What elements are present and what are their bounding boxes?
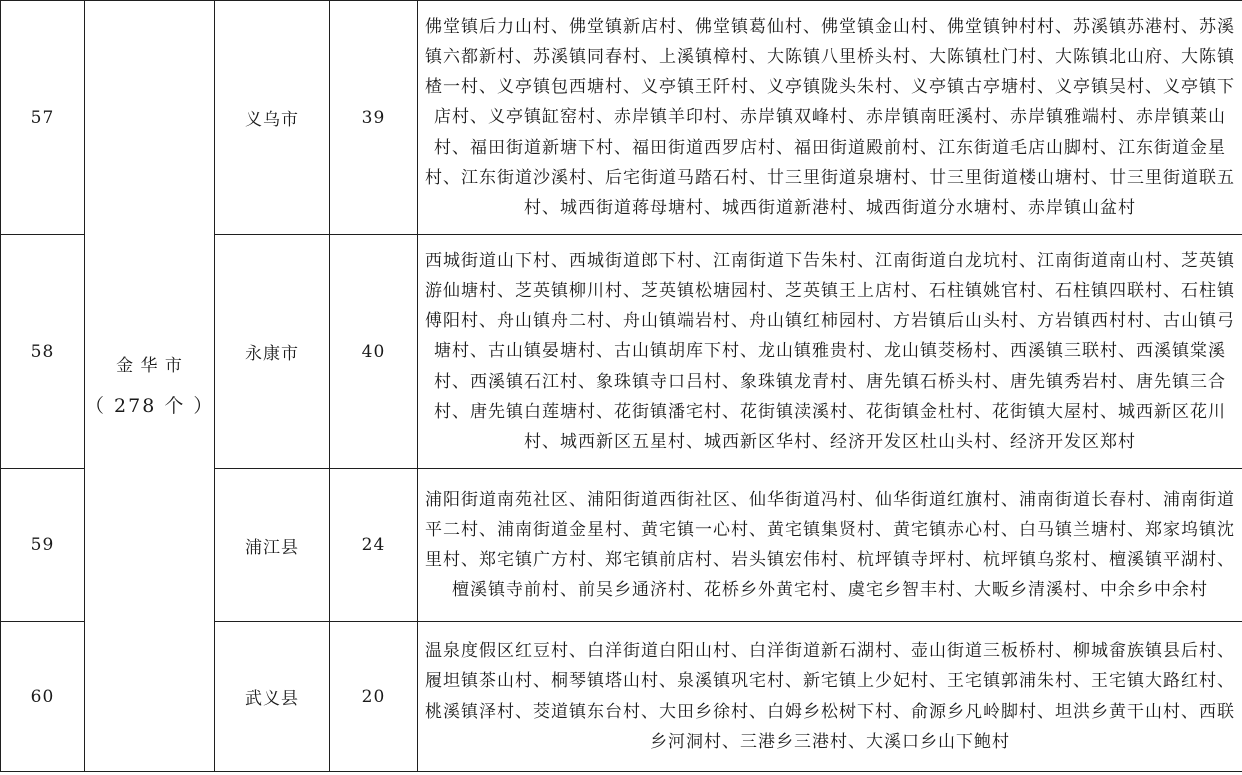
row-index: 60 (1, 622, 85, 772)
county-name: 义乌市 (215, 1, 330, 235)
county-name: 浦江县 (215, 469, 330, 622)
row-index: 59 (1, 469, 85, 622)
village-count: 24 (330, 469, 418, 622)
village-count: 39 (330, 1, 418, 235)
village-list: 佛堂镇后力山村、佛堂镇新店村、佛堂镇葛仙村、佛堂镇金山村、佛堂镇钟村村、苏溪镇苏港村、苏溪镇六都新村、苏溪镇同春村、上溪镇樟村、大陈镇八里桥头村、大陈镇杜门村、大陈镇北山府、大陈镇楂一村、义亭镇包西塘村、义亭镇王阡村、义亭镇陇头朱村、义亭镇古亭塘村、义亭镇吴村、义亭镇下店村、义亭镇缸窑村、赤岸镇羊印村、赤岸镇双峰村、赤岸镇南旺溪村、赤岸镇雅端村、赤岸镇莱山村、福田街道新塘下村、福田街道西罗店村、福田街道殿前村、江东街道毛店山脚村、江东街道金星村、江东街道沙溪村、后宅街道马踏石村、廿三里街道泉塘村、廿三里街道楼山塘村、廿三里街道联五村、城西街道蒋母塘村、城西街道新港村、城西街道分水塘村、赤岸镇山盆村 (418, 1, 1242, 235)
village-count: 20 (330, 622, 418, 772)
city-name: 金 华 市 (116, 356, 183, 376)
table-row (1, 1, 1242, 235)
row-index: 58 (1, 235, 85, 469)
county-name: 武义县 (215, 622, 330, 772)
city-village-count: （ 278 个 ） (85, 395, 215, 417)
village-list: 温泉度假区红豆村、白洋街道白阳山村、白洋街道新石湖村、壶山街道三板桥村、柳城畲族镇县后村、履坦镇茶山村、桐琴镇塔山村、泉溪镇巩宅村、新宅镇上少妃村、王宅镇郭浦朱村、王宅镇大路红村、桃溪镇泽村、茭道镇东台村、大田乡徐村、白姆乡松树下村、俞源乡凡岭脚村、坦洪乡黄干山村、西联乡河洞村、三港乡三港村、大溪口乡山下鲍村 (418, 622, 1242, 772)
city-cell (85, 1, 215, 772)
village-count: 40 (330, 235, 418, 469)
village-list: 浦阳街道南苑社区、浦阳街道西街社区、仙华街道冯村、仙华街道红旗村、浦南街道长春村、浦南街道平二村、浦南街道金星村、黄宅镇一心村、黄宅镇集贤村、黄宅镇赤心村、白马镇兰塘村、郑家坞镇沈里村、郑宅镇广方村、郑宅镇前店村、岩头镇宏伟村、杭坪镇寺坪村、杭坪镇乌浆村、檀溪镇平湖村、檀溪镇寺前村、前吴乡通济村、花桥乡外黄宅村、虞宅乡智丰村、大畈乡清溪村、中余乡中余村 (418, 469, 1242, 622)
village-list: 西城街道山下村、西城街道郎下村、江南街道下告朱村、江南街道白龙坑村、江南街道南山村、芝英镇游仙塘村、芝英镇柳川村、芝英镇松塘园村、芝英镇王上店村、石柱镇姚官村、石柱镇四联村、石柱镇傅阳村、舟山镇舟二村、舟山镇端岩村、舟山镇红柿园村、方岩镇后山头村、方岩镇西村村、古山镇弓塘村、古山镇晏塘村、古山镇胡库下村、龙山镇雅贵村、龙山镇茭杨村、西溪镇三联村、西溪镇棠溪村、西溪镇石江村、象珠镇寺口吕村、象珠镇龙青村、唐先镇石桥头村、唐先镇秀岩村、唐先镇三合村、唐先镇白莲塘村、花街镇潘宅村、花街镇渎溪村、花街镇金杜村、花街镇大屋村、城西新区花川村、城西新区五星村、城西新区华村、经济开发区杜山头村、经济开发区郑村 (418, 235, 1242, 469)
county-name: 永康市 (215, 235, 330, 469)
row-index: 57 (1, 1, 85, 235)
